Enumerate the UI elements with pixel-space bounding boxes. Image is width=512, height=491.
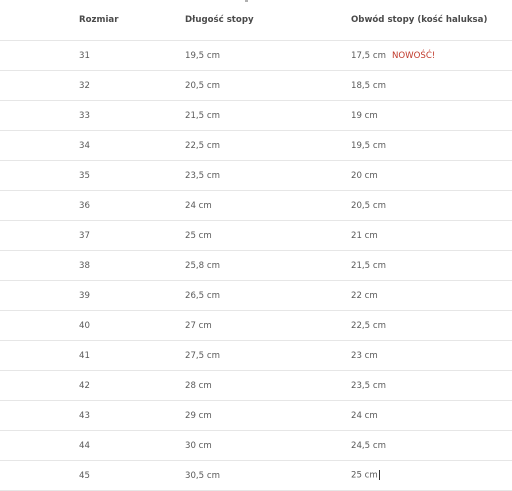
- table-row: [0, 311, 512, 341]
- cell-foot-circumference: [351, 131, 512, 161]
- new-badge: NOWOŚĆ!: [391, 50, 436, 61]
- table-row: [0, 251, 512, 281]
- cell-foot-circumference: [351, 461, 512, 491]
- cell-foot-circumference-value: 25 cm: [351, 470, 378, 481]
- header-size: Rozmiar: [0, 0, 185, 41]
- table-row: [0, 431, 512, 461]
- cell-size: 36: [0, 191, 185, 221]
- table-header-row: [0, 0, 512, 41]
- cell-foot-circumference-value: 20,5 cm: [351, 200, 386, 211]
- cell-size: 37: [0, 221, 185, 251]
- cell-foot-length: 22,5 cm: [185, 131, 351, 161]
- cell-foot-circumference: [351, 281, 512, 311]
- cell-size: 41: [0, 341, 185, 371]
- cell-size: 33: [0, 101, 185, 131]
- cell-foot-length: 19,5 cm: [185, 41, 351, 71]
- cell-foot-circumference: [351, 191, 512, 221]
- cell-size: 43: [0, 401, 185, 431]
- cell-foot-circumference-value: 20 cm: [351, 170, 378, 181]
- cell-foot-circumference-value: 24,5 cm: [351, 440, 386, 451]
- text-cursor: [379, 470, 380, 480]
- cell-size: 34: [0, 131, 185, 161]
- cell-foot-length: 27 cm: [185, 311, 351, 341]
- cell-foot-length: 20,5 cm: [185, 71, 351, 101]
- table-row: [0, 371, 512, 401]
- cell-foot-circumference: [351, 71, 512, 101]
- cell-foot-length: 27,5 cm: [185, 341, 351, 371]
- cell-foot-length: 24 cm: [185, 191, 351, 221]
- header-foot-circumference: Obwód stopy (kość haluksa): [351, 0, 512, 41]
- cell-foot-circumference-value: 18,5 cm: [351, 80, 386, 91]
- cell-foot-length: 29 cm: [185, 401, 351, 431]
- table-row: [0, 401, 512, 431]
- cell-foot-circumference-value: 22,5 cm: [351, 320, 386, 331]
- cell-foot-length: 30,5 cm: [185, 461, 351, 491]
- header-foot-length: Długość stopy: [185, 0, 351, 41]
- table-row: [0, 281, 512, 311]
- cell-size: 35: [0, 161, 185, 191]
- cell-foot-circumference-value: 21,5 cm: [351, 260, 386, 271]
- table-row: [0, 101, 512, 131]
- table-row: [0, 41, 512, 71]
- table-row: [0, 131, 512, 161]
- table-row: [0, 191, 512, 221]
- cell-foot-circumference: [351, 401, 512, 431]
- table-row: [0, 71, 512, 101]
- cell-foot-length: 25,8 cm: [185, 251, 351, 281]
- cell-foot-circumference-value: 19,5 cm: [351, 140, 386, 151]
- cell-size: 39: [0, 281, 185, 311]
- cell-foot-circumference: [351, 221, 512, 251]
- cell-foot-length: 25 cm: [185, 221, 351, 251]
- table-row: [0, 161, 512, 191]
- cell-foot-circumference-value: 19 cm: [351, 110, 378, 121]
- cell-foot-circumference-value: 23 cm: [351, 350, 378, 361]
- cell-foot-circumference: [351, 311, 512, 341]
- cell-size: 40: [0, 311, 185, 341]
- cell-size: 45: [0, 461, 185, 491]
- cell-foot-length: 30 cm: [185, 431, 351, 461]
- cell-foot-length: 23,5 cm: [185, 161, 351, 191]
- cell-foot-circumference: [351, 101, 512, 131]
- table-row: [0, 461, 512, 491]
- cell-foot-circumference-value: 17,5 cm: [351, 50, 386, 61]
- table-body: [0, 41, 512, 491]
- cell-size: 31: [0, 41, 185, 71]
- table-row: [0, 341, 512, 371]
- cell-foot-circumference-value: 24 cm: [351, 410, 378, 421]
- cell-foot-circumference: [351, 341, 512, 371]
- cell-size: 44: [0, 431, 185, 461]
- cell-foot-circumference: [351, 371, 512, 401]
- cell-foot-length: 26,5 cm: [185, 281, 351, 311]
- cell-size: 42: [0, 371, 185, 401]
- cell-foot-length: 21,5 cm: [185, 101, 351, 131]
- cell-foot-circumference: [351, 41, 512, 71]
- cell-foot-circumference-value: 22 cm: [351, 290, 378, 301]
- cell-foot-circumference: [351, 161, 512, 191]
- cell-foot-circumference: [351, 251, 512, 281]
- cell-size: 32: [0, 71, 185, 101]
- cell-foot-length: 28 cm: [185, 371, 351, 401]
- cell-size: 38: [0, 251, 185, 281]
- cell-foot-circumference: [351, 431, 512, 461]
- cell-foot-circumference-value: 21 cm: [351, 230, 378, 241]
- cell-foot-circumference-value: 23,5 cm: [351, 380, 386, 391]
- table-row: [0, 221, 512, 251]
